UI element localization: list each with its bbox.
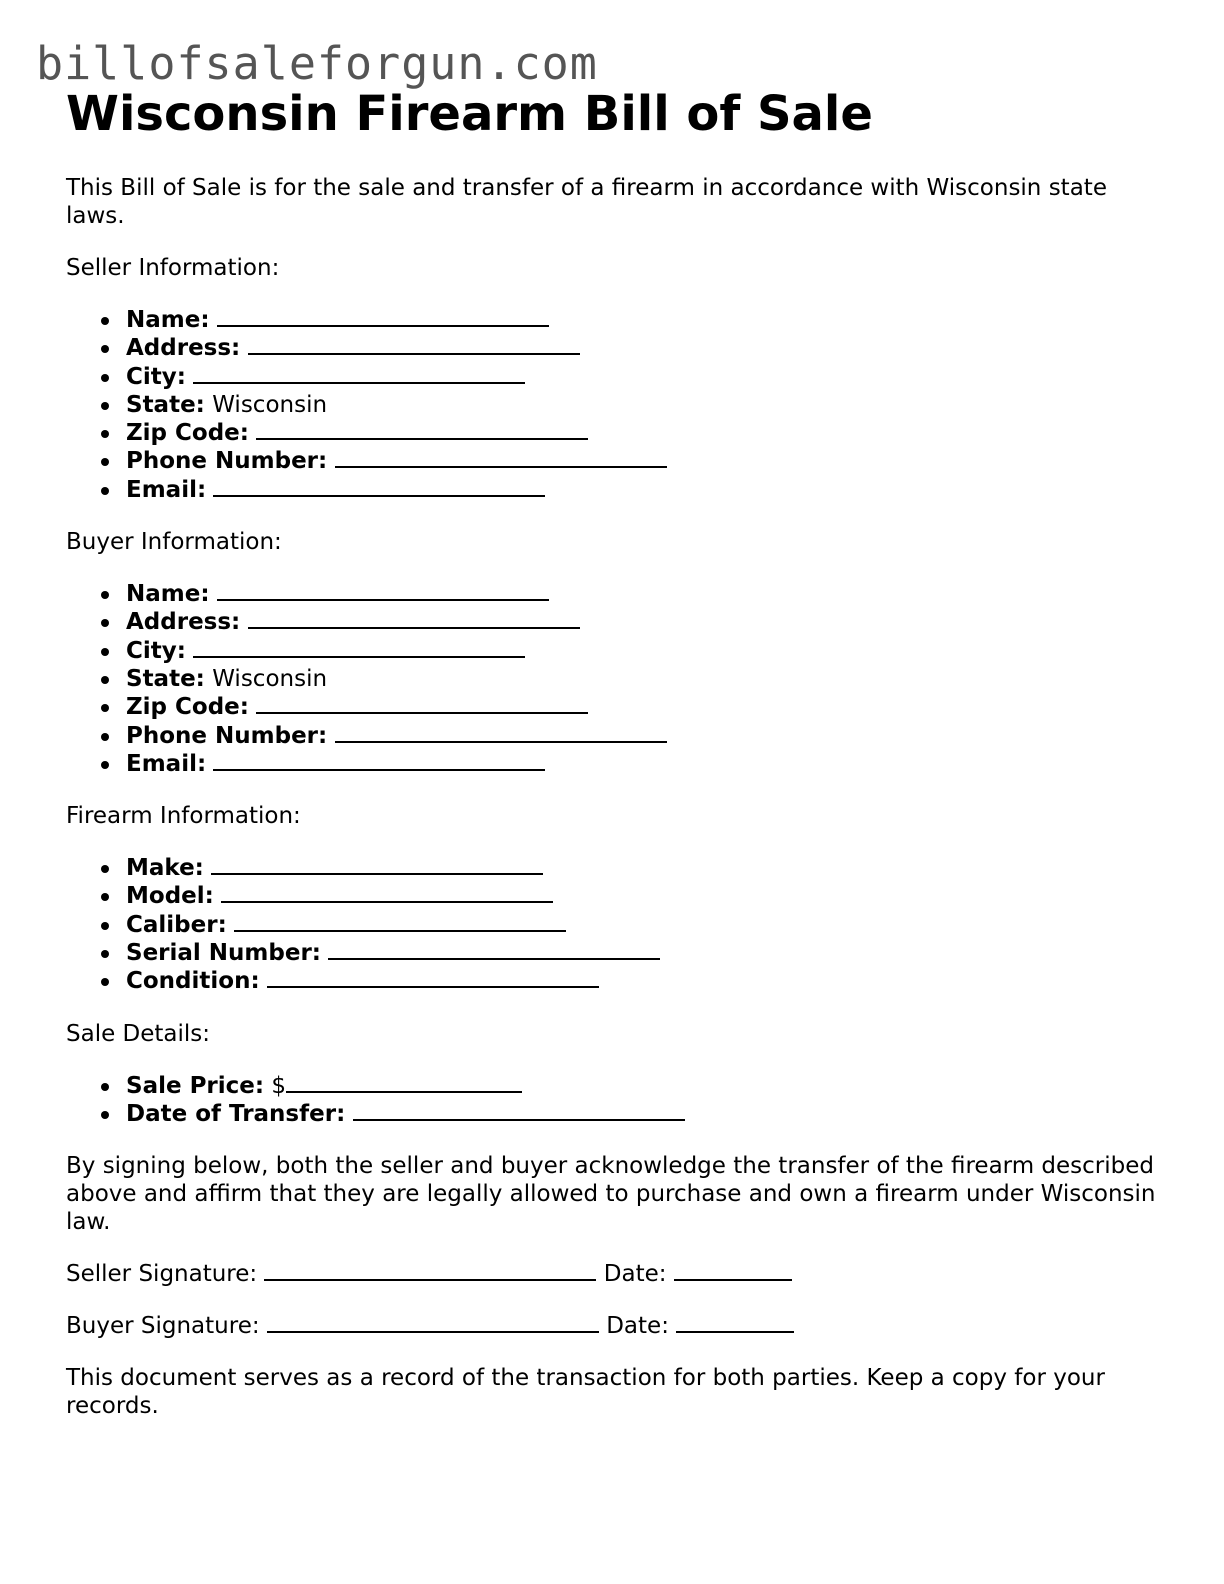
intro-paragraph: This Bill of Sale is for the sale and transfer of a firearm in accordance with Wisconsin state laws. [66, 175, 1107, 229]
field-label: State: [126, 665, 205, 692]
seller-email-field [126, 476, 1156, 504]
seller-city-field [126, 363, 1156, 391]
transfer-date-field [126, 1100, 1156, 1128]
field-label: Email: [126, 750, 207, 777]
field-label: Email: [126, 476, 207, 503]
field-label: Caliber: [126, 911, 227, 938]
field-label: Name: [126, 307, 210, 333]
firearm-condition-field [126, 967, 1156, 995]
firearm-caliber-blank[interactable] [234, 912, 566, 932]
field-label: Serial Number: [126, 940, 321, 967]
seller-section-heading: Seller Information: [66, 255, 280, 281]
buyer-state-field [126, 665, 1156, 693]
firearm-caliber-field [126, 911, 1156, 939]
sale-price-field [126, 1072, 1156, 1100]
buyer-name-field [126, 580, 1156, 608]
bill-of-sale-document [66, 86, 1156, 1420]
buyer-zip-field [126, 693, 1156, 721]
sale-price-blank[interactable] [286, 1073, 522, 1093]
acknowledgment-paragraph: By signing below, both the seller and buyer acknowledge the transfer of the firearm described above and affirm that they are legally allowed to purchase and own a firearm under Wisconsin law. [66, 1153, 1156, 1236]
seller-phone-field [126, 447, 1156, 475]
seller-name-blank[interactable] [217, 307, 549, 327]
buyer-email-field [126, 750, 1156, 778]
buyer-name-blank[interactable] [217, 581, 549, 601]
buyer-date-blank[interactable] [676, 1313, 794, 1333]
buyer-phone-field [126, 722, 1156, 750]
field-label: Sale Price: [126, 1072, 265, 1099]
field-label: Model: [126, 883, 214, 910]
seller-zip-field [126, 419, 1156, 447]
seller-phone-blank[interactable] [335, 448, 667, 468]
buyer-zip-blank[interactable] [256, 694, 588, 714]
seller-name-field [126, 306, 1156, 334]
buyer-email-blank[interactable] [213, 751, 545, 771]
sale-fields-list [66, 1072, 1156, 1129]
buyer-signature-blank[interactable] [267, 1313, 599, 1333]
seller-fields-list [66, 306, 1156, 504]
buyer-section-heading: Buyer Information: [66, 529, 282, 556]
page-title: Wisconsin Firearm Bill of Sale [66, 86, 873, 142]
field-label: City: [126, 637, 186, 664]
sale-section-heading: Sale Details: [66, 1020, 211, 1047]
buyer-address-blank[interactable] [248, 609, 580, 629]
transfer-date-blank[interactable] [353, 1101, 685, 1121]
field-label: Phone Number: [126, 448, 328, 475]
seller-signature-line [66, 1260, 1156, 1288]
buyer-state-value: Wisconsin [212, 665, 328, 692]
seller-signature-label: Seller Signature: [66, 1261, 258, 1288]
field-label: Name: [126, 581, 210, 608]
firearm-serial-blank[interactable] [328, 940, 660, 960]
seller-zip-blank[interactable] [256, 420, 588, 440]
firearm-serial-field [126, 939, 1156, 967]
field-label: State: [126, 391, 205, 418]
firearm-make-blank[interactable] [211, 855, 543, 875]
seller-date-label: Date: [603, 1261, 667, 1288]
field-label: City: [126, 363, 186, 390]
firearm-make-field [126, 854, 1156, 882]
field-label: Zip Code: [126, 694, 249, 721]
seller-address-blank[interactable] [248, 335, 580, 355]
firearm-section-heading: Firearm Information: [66, 803, 301, 830]
field-label: Make: [126, 855, 204, 882]
closing-paragraph: This document serves as a record of the transaction for both parties. Keep a copy for your records. [66, 1365, 1105, 1420]
seller-address-field [126, 334, 1156, 362]
firearm-fields-list [66, 854, 1156, 995]
buyer-city-field [126, 637, 1156, 665]
field-label: Address: [126, 609, 241, 636]
buyer-city-blank[interactable] [193, 638, 525, 658]
buyer-address-field [126, 608, 1156, 636]
seller-state-field [126, 391, 1156, 419]
field-label: Zip Code: [126, 420, 249, 447]
seller-signature-blank[interactable] [264, 1261, 596, 1281]
seller-email-blank[interactable] [213, 477, 545, 497]
seller-city-blank[interactable] [193, 364, 525, 384]
buyer-signature-label: Buyer Signature: [66, 1313, 260, 1340]
buyer-date-label: Date: [606, 1313, 669, 1340]
currency-symbol: $ [271, 1072, 287, 1099]
field-label: Condition: [126, 968, 260, 995]
firearm-model-blank[interactable] [221, 883, 553, 903]
field-label: Address: [126, 335, 241, 362]
site-watermark: billofsaleforgun.com [36, 37, 598, 90]
seller-state-value: Wisconsin [212, 391, 328, 418]
firearm-condition-blank[interactable] [267, 968, 599, 988]
buyer-fields-list [66, 580, 1156, 778]
field-label: Date of Transfer: [126, 1100, 346, 1127]
buyer-signature-line [66, 1312, 1156, 1340]
firearm-model-field [126, 882, 1156, 910]
buyer-phone-blank[interactable] [335, 723, 667, 743]
seller-date-blank[interactable] [674, 1261, 792, 1281]
field-label: Phone Number: [126, 722, 328, 749]
